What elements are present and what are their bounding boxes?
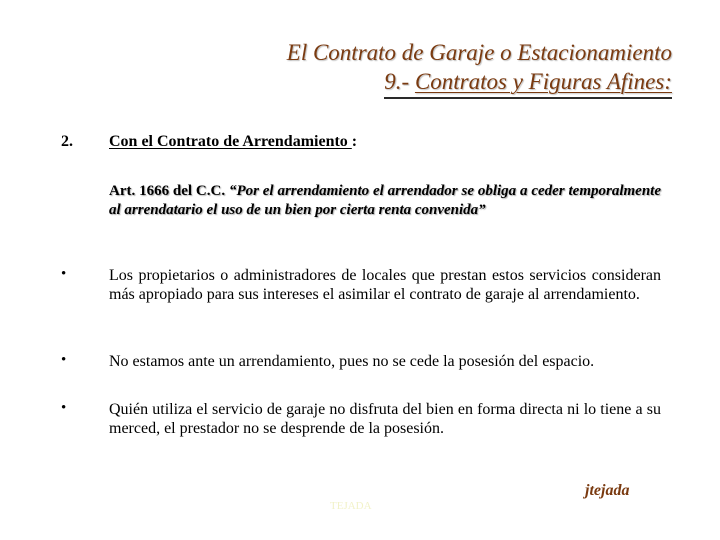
author-signature: jtejada (585, 482, 630, 499)
title-line-2-prefix: 9.- (384, 69, 415, 94)
bullet-marker: • (61, 400, 67, 416)
section-heading-suffix: : (351, 133, 358, 150)
article-quote: “Por el arrendamiento el arrendador se obliga a ceder temporalmente al arrendatario el uso de un bien por cierta renta convenida” (109, 183, 661, 218)
title-line-2-underlined: Contratos y Figuras Afines: (414, 69, 672, 94)
article-reference: Art. 1666 del C.C. (109, 183, 229, 199)
bullet-text: Quién utiliza el servicio de garaje no disfruta del bien en forma directa ni lo tiene a su merced, el prestador no se desprende de la posesión. (109, 401, 661, 437)
bullet-text: Los propietarios o administradores de locales que prestan estos servicios consideran más apropiado para sus intereses el asimilar el contrato de garaje al arrendamiento. (109, 267, 661, 303)
bullet-text: No estamos ante un arrendamiento, pues no se cede la posesión del espacio. (109, 353, 595, 370)
bullet-marker: • (61, 352, 67, 368)
bullet-marker: • (61, 266, 67, 282)
title-line-1: El Contrato de Garaje o Estacionamiento (286, 40, 672, 65)
section-heading (109, 133, 357, 151)
section-heading-text: Con el Contrato de Arrendamiento (109, 133, 352, 150)
section-number: 2. (61, 133, 73, 150)
title-line-2 (384, 67, 672, 99)
article-quote-block (109, 182, 661, 220)
slide-title (287, 38, 672, 99)
footer-watermark-text: TEJADA (330, 500, 372, 512)
